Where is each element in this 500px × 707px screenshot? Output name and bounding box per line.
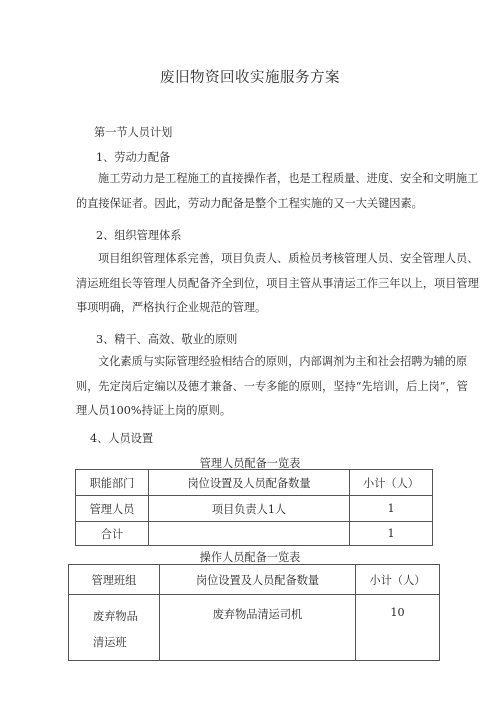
table-cell: 项目负责人1人 <box>149 496 350 522</box>
header-cell: 管理班组 <box>69 565 160 595</box>
table-cell: 管理人员 <box>76 496 149 522</box>
paragraph-line: 事项明确，严格执行企业规范的管理。 <box>76 301 267 314</box>
table-total-row <box>76 522 433 546</box>
table-cell: 合计 <box>76 522 149 546</box>
paragraph-line: 理人员100%持证上岗的原则。 <box>76 404 232 417</box>
cell-line: 清运班 <box>93 636 127 649</box>
paragraph-line: 项目组织管理体系完善，项目负责人、质检员考核管理人员、安全管理人员、 <box>98 252 479 265</box>
table-row <box>69 595 440 661</box>
table-cell <box>149 522 350 546</box>
heading-labor: 1、劳动力配备 <box>96 151 171 164</box>
paragraph-labor <box>76 170 478 219</box>
table-header-row <box>69 565 440 595</box>
paragraph-line: 的直接保证者。因此，劳动力配备是整个工程实施的又一大关键因素。 <box>76 196 423 210</box>
heading-organization: 2、组织管理体系 <box>96 229 182 242</box>
paragraph-line: 清运班组长等管理人员配备齐全到位，项目主管从事清运工作三年以上，项目管理 <box>76 276 479 290</box>
header-cell: 岗位设置及人员配备数量 <box>149 470 350 496</box>
table-cell: 10 <box>356 595 440 661</box>
document-title: 废旧物资回收实施服务方案 <box>160 70 340 86</box>
paragraph-line: 施工劳动力是工程施工的直接操作者，也是工程质量、进度、安全和文明施工 <box>98 172 479 185</box>
operations-table-caption: 操作人员配备一览表 <box>199 551 301 564</box>
table-cell <box>69 595 160 661</box>
management-staff-table <box>75 469 433 546</box>
heading-principles: 3、精干、高效、敬业的原则 <box>96 333 238 346</box>
table-cell: 1 <box>350 522 433 546</box>
paragraph-line: 则，先定岗后定编以及德才兼备、一专多能的原则，坚持“先培训，后上岗”，管 <box>76 379 468 393</box>
operations-staff-table <box>68 564 440 661</box>
heading-staffing: 4、人员设置 <box>90 432 154 445</box>
management-table-caption: 管理人员配备一览表 <box>199 457 301 470</box>
section-heading: 第一节人员计划 <box>94 126 173 139</box>
paragraph-organization <box>76 250 479 324</box>
paragraph-principles <box>76 353 468 427</box>
table-cell: 1 <box>350 496 433 522</box>
header-cell: 小计（人） <box>356 565 440 595</box>
header-cell: 小计（人） <box>350 470 433 496</box>
table-cell: 废弃物品清运司机 <box>160 595 356 661</box>
header-cell: 职能部门 <box>76 470 149 496</box>
paragraph-line: 文化素质与实际管理经验相结合的原则，内部调剂为主和社会招聘为辅的原 <box>98 355 468 368</box>
cell-line: 废弃物品 <box>93 610 138 623</box>
header-cell: 岗位设置及人员配备数量 <box>160 565 356 595</box>
table-row <box>76 496 433 522</box>
table-header-row <box>76 470 433 496</box>
